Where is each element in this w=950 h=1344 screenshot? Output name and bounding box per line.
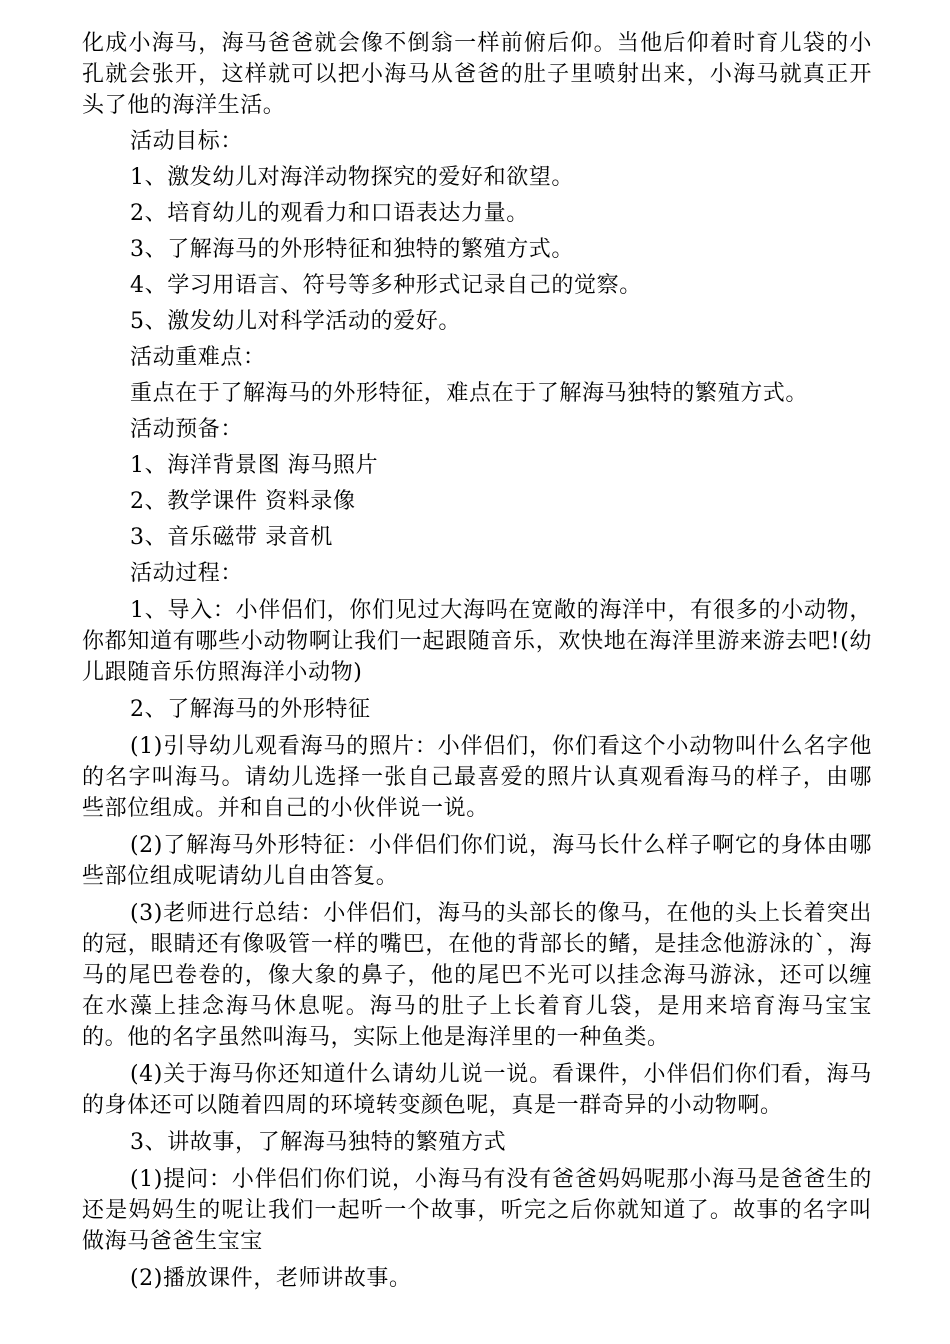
key-points-text: 重点在于了解海马的外形特征，难点在于了解海马独特的繁殖方式。 [130,381,809,406]
goal-item-4: 4、学习用语言、符号等多种形式记录自己的觉察。 [130,273,642,298]
process-step-2-sub-1: (1)引导幼儿观看海马的照片：小伴侣们，你们看这个小动物叫什么名字他的名字叫海马。请幼儿选择一张自己最喜爱的照片认真观看海马的样子，由哪些部位组成。并和自己的小伙伴说一说。 [82,734,872,821]
process-step-2-sub-2: (2)了解海马外形特征：小伴侣们你们说，海马长什么样子啊它的身体由哪些部位组成呢请幼儿自由答复。 [82,833,872,889]
document-page [82,28,872,1294]
intro-paragraph: 化成小海马，海马爸爸就会像不倒翁一样前俯后仰。当他后仰着时育儿袋的小孔就会张开，这样就可以把小海马从爸爸的肚子里喷射出来，小海马就真正开头了他的海洋生活。 [82,31,872,118]
process-step-2-sub-3: (3)老师进行总结：小伴侣们，海马的头部长的像马，在他的头上长着突出的冠，眼睛还有像吸管一样的嘴巴，在他的背部长的鳍，是挂念他游泳的`，海马的尾巴卷卷的，像大象的鼻子，他的尾巴不光可以挂念海马游泳，还可以缠在水藻上挂念海马休息呢。海马的肚子上长着育儿袋，是用来培育海马宝宝的。他的名字虽然叫海马，实际上他是海洋里的一种鱼类。 [82,901,872,1050]
process-step-2-sub-4: (4)关于海马你还知道什么请幼儿说一说。看课件，小伴侣们你们看，海马的身体还可以随着四周的环境转变颜色呢，真是一群奇异的小动物啊。 [82,1062,872,1118]
goal-item-3: 3、了解海马的外形特征和独特的繁殖方式。 [130,237,574,262]
process-step-2: 2、了解海马的外形特征 [130,697,371,722]
goal-item-1: 1、激发幼儿对海洋动物探究的爱好和欲望。 [130,165,574,190]
key-points-heading: 活动重难点： [130,345,266,370]
preparation-item-1: 1、海洋背景图 海马照片 [130,453,379,478]
preparation-item-3: 3、音乐磁带 录音机 [130,525,333,550]
preparation-heading: 活动预备： [130,417,244,442]
goal-item-2: 2、培育幼儿的观看力和口语表达力量。 [130,201,529,226]
process-step-1: 1、导入：小伴侣们，你们见过大海吗在宽敞的海洋中，有很多的小动物，你都知道有哪些小动物啊让我们一起跟随音乐，欢快地在海洋里游来游去吧!(幼儿跟随音乐仿照海洋小动物) [82,598,872,685]
process-step-3-sub-2: (2)播放课件，老师讲故事。 [130,1266,412,1291]
goals-heading: 活动目标： [130,129,244,154]
goal-item-5: 5、激发幼儿对科学活动的爱好。 [130,309,461,334]
process-heading: 活动过程： [130,561,244,586]
process-step-3-sub-1: (1)提问：小伴侣们你们说，小海马有没有爸爸妈妈呢那小海马是爸爸生的还是妈妈生的呢让我们一起听一个故事，听完之后你就知道了。故事的名字叫做海马爸爸生宝宝 [82,1167,872,1254]
process-step-3: 3、讲故事，了解海马独特的繁殖方式 [130,1130,507,1155]
preparation-item-2: 2、教学课件 资料录像 [130,489,356,514]
